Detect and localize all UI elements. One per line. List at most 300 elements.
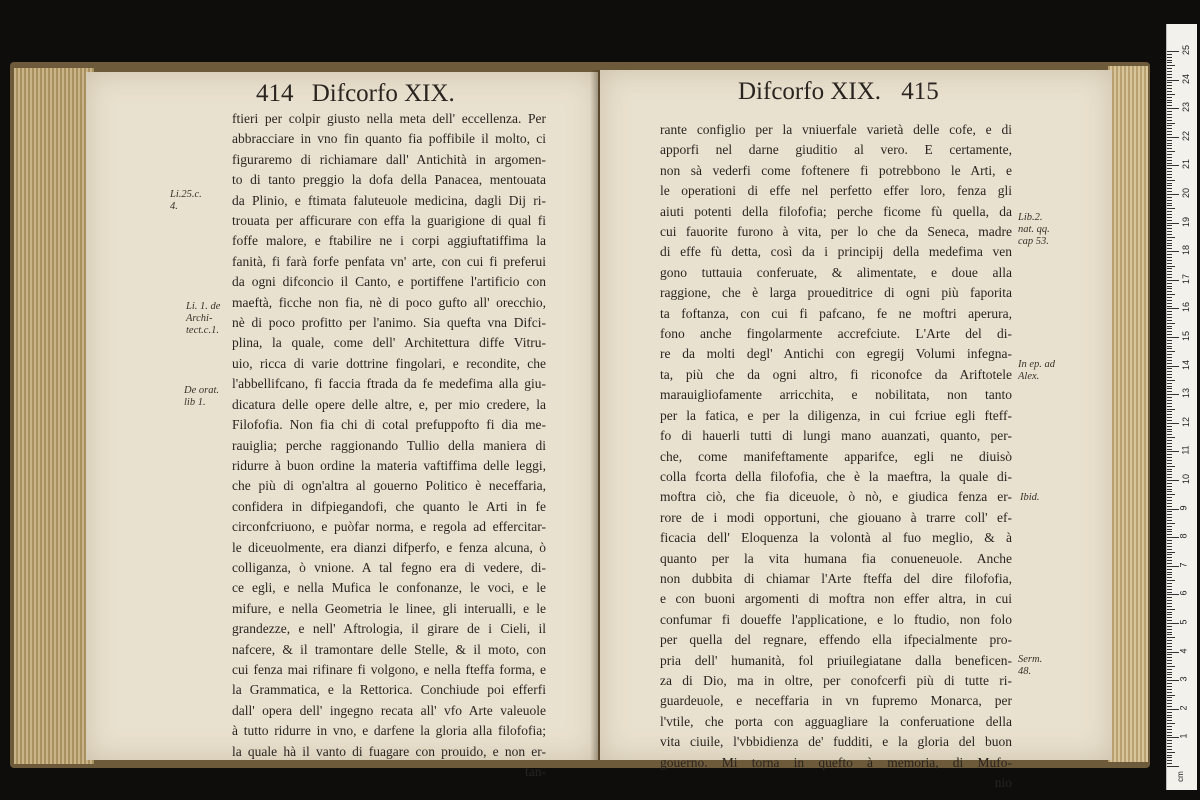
ruler-tick [1167,689,1172,690]
text-line: le diceuolmente, era dianzi difperfo, e fenza alcuna, ò [232,539,546,555]
ruler-tick [1167,351,1175,352]
ruler-tick [1167,320,1172,321]
text-line: che, come manifeftamente apparifce, egli ne diuisò [660,448,1012,464]
text-line: Filofofia. Non fia chi di cotal prefuppofto fi dia me- [232,417,546,433]
text-line: l'abbellifcano, fi faccia ftrada da fe medefima alla giu- [232,376,546,392]
ruler-tick [1167,480,1179,481]
ruler-tick [1167,62,1172,63]
text-line: fono anche fingolarmente accrefciute. L'Arte del di- [660,326,1012,342]
text-line: colliganza, ò vnione. A tal fegno era di vedere, di- [232,559,546,575]
ruler-tick [1167,374,1172,375]
ruler-tick [1167,709,1179,710]
ruler-tick [1167,391,1172,392]
ruler-tick [1167,612,1172,613]
ruler-tick [1167,346,1172,347]
right-margin-note: Serm. 48. [1018,654,1043,677]
ruler-tick [1167,68,1172,69]
ruler-tick [1167,657,1172,658]
ruler-label: 13 [1181,388,1192,399]
text-line: l'vtile, che porta con agguagliare la conferuatione della [660,713,1012,729]
ruler-tick [1167,143,1172,144]
ruler-tick [1167,177,1172,178]
ruler-tick [1167,105,1172,106]
ruler-label: 21 [1181,159,1192,170]
ruler-tick [1167,168,1172,169]
ruler-tick [1167,720,1172,721]
ruler-tick [1167,509,1179,510]
text-line: colla fcorta della filofofia, che è la maeftra, la quale di- [660,468,1012,484]
ruler-tick [1167,746,1172,747]
ruler-tick [1167,317,1172,318]
ruler-tick [1167,82,1172,83]
ruler-tick [1167,57,1172,58]
ruler-tick [1167,717,1172,718]
text-line: foffe malore, e ftabilire ne i corpi aggiuftatiffima la [232,233,546,249]
ruler-tick [1167,680,1179,681]
ruler-tick [1167,240,1172,241]
ruler-tick [1167,120,1172,121]
right-running-head: Difcorfo XIX. [738,78,882,105]
ruler-tick [1167,743,1172,744]
ruler-tick [1167,100,1172,101]
text-line: da ogni difconcio il Canto, e portiffene l'artificio con [232,274,546,290]
ruler-tick [1167,620,1172,621]
ruler-tick [1167,54,1172,55]
ruler-tick [1167,420,1172,421]
ruler-label: 1 [1178,733,1189,739]
ruler-tick [1167,248,1172,249]
right-page-header [738,78,939,106]
text-line: fo di hauerli tutti di lungi mano auanzati, quanto, per- [660,428,1012,444]
text-line: pria dell' humanità, fol priuilegiatane dalla beneficen- [660,652,1012,668]
ruler-tick [1167,497,1172,498]
ruler-tick [1167,569,1172,570]
text-line: plina, la quale, come dell' Architettura diffe Vitru- [232,335,546,351]
text-line: rore de i modi opportuni, che giouano à trarre coll' ef- [660,509,1012,525]
text-line: trouata per afficurare con effa la guarigione di qual fi [232,213,546,229]
ruler-tick [1167,203,1172,204]
text-line: non sà vederfi come foftenere fi potrebbono le Arti, e [660,162,1012,178]
text-line: gouerno. Mi torna in quefto à memoria, di Mufo- [660,754,1012,770]
ruler-tick [1167,457,1172,458]
ruler-tick [1167,300,1172,301]
ruler-tick [1167,666,1175,667]
text-line: rante configlio per la vniuerfale varietà delle cofe, e di [660,122,1012,137]
ruler-label: 9 [1178,505,1189,511]
ruler-tick [1167,283,1172,284]
ruler-tick [1167,683,1172,684]
ruler-tick [1167,323,1175,324]
ruler-tick [1167,646,1172,647]
ruler-tick [1167,537,1179,538]
ruler-tick [1167,148,1172,149]
ruler-tick [1167,451,1179,452]
ruler-tick [1167,217,1172,218]
ruler-tick [1167,603,1172,604]
ruler-tick [1167,411,1172,412]
ruler-tick [1167,65,1175,66]
ruler-tick [1167,328,1172,329]
left-page-header [256,80,455,108]
ruler-tick [1167,617,1172,618]
ruler-tick [1167,643,1172,644]
ruler-tick [1167,474,1172,475]
ruler-tick [1167,306,1172,307]
ruler-tick [1167,337,1179,338]
ruler-tick [1167,400,1172,401]
ruler-tick [1167,414,1172,415]
ruler-tick [1167,128,1172,129]
ruler-tick [1167,543,1172,544]
ruler-tick [1167,123,1175,124]
ruler-tick [1167,626,1172,627]
text-line: ridurre à buon ordine la materia vaftiffima delle leggi, [232,457,546,473]
ruler-tick [1167,760,1172,761]
ruler-tick [1167,234,1172,235]
ruler-tick [1167,386,1172,387]
ruler-tick [1167,566,1179,567]
text-line: la Grammatica, e la Rettorica. Conchiude poi efferfi [232,682,546,698]
ruler-tick [1167,560,1172,561]
ruler-tick [1167,600,1172,601]
ruler-tick [1167,183,1172,184]
ruler-tick [1167,125,1172,126]
text-line: e con buoni argomenti di moftra non effer altra, in cui [660,591,1012,607]
ruler-label: 5 [1178,619,1189,625]
ruler-tick [1167,609,1175,610]
ruler-tick [1167,326,1172,327]
left-margin-note: De orat. lib 1. [184,385,219,408]
ruler-tick [1167,514,1172,515]
ruler-tick [1167,629,1172,630]
ruler-tick [1167,540,1172,541]
ruler-tick [1167,469,1172,470]
left-page-edges [14,68,94,764]
ruler-tick [1167,526,1172,527]
right-margin-note: Ibid. [1020,492,1040,503]
ruler-tick [1167,423,1179,424]
right-page [600,70,1112,790]
text-line: aiuti potenti della filofofia; perche ficome fù quella, da [660,203,1012,219]
text-line: ta, più che da ogni altro, fi riconofce da Ariftotele [660,366,1012,382]
left-margin-note: Li. 1. de Archi- tect.c.1. [186,301,221,336]
ruler-tick [1167,257,1172,258]
ruler-tick [1167,729,1172,730]
right-margin-note: In ep. ad Alex. [1018,359,1056,382]
ruler-tick [1167,274,1172,275]
ruler-tick [1167,286,1172,287]
ruler-tick [1167,165,1179,166]
text-line: confidera in difpiegandofi, che quanto le Arti in fe [232,498,546,514]
ruler-tick [1167,394,1179,395]
ruler-tick [1167,88,1172,89]
text-line: da Plinio, e ftimata faluteuole medicina, dagli Dij ri- [232,192,546,208]
ruler-tick [1167,597,1172,598]
ruler-tick [1167,225,1172,226]
text-line: uio, ricca di varie dottrine fingolari, e recondite, che [232,355,546,371]
text-line: gono tuttauia conferuate, & alimentate, e doue alla [660,264,1012,280]
ruler-tick [1167,291,1172,292]
text-line: vita ciuile, l'vbbidienza de' fudditi, e la gloria del buon [660,734,1012,750]
ruler-tick [1167,114,1172,115]
ruler-tick [1167,471,1172,472]
ruler-tick [1167,140,1172,141]
ruler-label: 8 [1178,533,1189,539]
ruler-tick [1167,674,1172,675]
ruler-label: 14 [1181,359,1192,370]
ruler-tick [1167,700,1172,701]
text-line: ficacia dell' Eloquenza la volontà al fuo meglio, & à [660,530,1012,546]
ruler-label: 18 [1181,245,1192,256]
ruler-tick [1167,231,1172,232]
ruler-tick [1167,623,1179,624]
ruler-tick [1167,552,1175,553]
text-line: dall' opera dell' ingegno recata all' vfo Arte valeuole [232,702,546,718]
ruler-tick [1167,368,1172,369]
ruler-tick [1167,503,1172,504]
ruler-tick [1167,334,1172,335]
ruler-tick [1167,446,1172,447]
ruler-tick [1167,634,1172,635]
ruler-tick [1167,137,1179,138]
ruler-tick [1167,237,1175,238]
text-line: abbracciare in vno fin quanto fia poffibile il molto, ci [232,131,546,147]
ruler-tick [1167,506,1172,507]
ruler-tick [1167,348,1172,349]
ruler-tick [1167,388,1172,389]
ruler-tick [1167,74,1172,75]
ruler-label: 3 [1178,676,1189,682]
ruler-label: 15 [1181,330,1192,342]
ruler-tick [1167,360,1172,361]
text-line: confumar fi doueffe l'applicatione, e lo ftudio, non folo [660,611,1012,627]
ruler-tick [1167,477,1172,478]
ruler-tick [1167,134,1172,135]
text-line: circonfcriuono, e puòfar norma, e regola ad effercitar- [232,519,546,535]
text-line: per quella del regnare, effendo ella ifpecialmente pro- [660,632,1012,648]
ruler-label: 20 [1181,187,1192,199]
ruler-tick [1167,111,1172,112]
ruler-tick [1167,340,1172,341]
ruler-tick [1167,589,1172,590]
catchword: tan- [525,764,546,779]
ruler-tick [1167,614,1172,615]
ruler-tick [1167,520,1172,521]
text-line: le operationi di effe nel perfetto effer loro, fenza gli [660,183,1012,199]
ruler-tick [1167,583,1172,584]
text-line: rauiglia; perche raggionando Tullio della maniera di [232,437,546,453]
ruler-tick [1167,268,1172,269]
ruler-tick [1167,752,1175,753]
ruler-tick [1167,706,1172,707]
ruler-tick [1167,91,1172,92]
ruler-tick [1167,431,1172,432]
right-page-body [660,120,1012,793]
ruler-tick [1167,171,1172,172]
left-page-number: 414 [256,80,294,107]
text-line: ta foftanza, con cui fi pafcano, fe ne moftri aperura, [660,305,1012,321]
text-line: cui fenza mai rifinare fi volgono, e nella fteffa forma, e [232,661,546,677]
ruler-tick [1167,580,1175,581]
text-line: quanto per la vita humana fia conueneuole. Anche [660,550,1012,566]
text-line: maeftà, ficche non fia, nè di poco gufto all' orecchio, [232,294,546,310]
ruler-tick [1167,755,1172,756]
ruler-tick [1167,500,1172,501]
ruler-tick [1167,577,1172,578]
ruler-label: 12 [1181,416,1192,427]
ruler-tick [1167,174,1172,175]
ruler-tick [1167,660,1172,661]
ruler-tick [1167,85,1172,86]
ruler-tick [1167,417,1172,418]
ruler-tick [1167,154,1172,155]
text-line: re da molti degl' Antichi con egregij Volumi infegna- [660,346,1012,362]
ruler-tick [1167,245,1172,246]
ruler-tick [1167,491,1172,492]
ruler-tick [1167,672,1172,673]
catchword: nio [994,775,1012,790]
ruler-tick [1167,303,1172,304]
ruler-tick [1167,151,1175,152]
ruler-tick [1167,517,1172,518]
ruler-tick [1167,434,1172,435]
ruler-tick [1167,563,1172,564]
text-line: à tutto ridurre in vno, e darfene la gloria alla filofofia; [232,723,546,739]
ruler-tick [1167,586,1172,587]
ruler-tick [1167,403,1172,404]
ruler-tick [1167,511,1172,512]
ruler-tick [1167,695,1175,696]
ruler-tick [1167,737,1179,738]
ruler-tick [1167,254,1172,255]
ruler-tick [1167,557,1172,558]
ruler-tick [1167,343,1172,344]
ruler-tick [1167,108,1179,109]
ruler-label: 6 [1178,590,1189,596]
ruler-tick [1167,740,1172,741]
ruler-tick [1167,669,1172,670]
ruler-tick [1167,160,1172,161]
text-line: marauigliofamente arricchita, e nobilitata, non tanto [660,387,1012,403]
ruler-tick [1167,732,1172,733]
ruler-label: 4 [1178,648,1189,654]
ruler-tick [1167,554,1172,555]
ruler-tick [1167,266,1175,267]
ruler-tick [1167,102,1172,103]
ruler-tick [1167,377,1172,378]
ruler-tick [1167,294,1175,295]
text-line: cui fauorite furono à vita, per lo che da Seneca, madre [660,224,1012,240]
ruler-tick [1167,663,1172,664]
ruler-tick [1167,494,1175,495]
ruler-tick [1167,51,1179,52]
ruler-tick [1167,449,1172,450]
ruler-tick [1167,574,1172,575]
ruler-tick [1167,214,1172,215]
ruler-tick [1167,357,1172,358]
ruler-label: 23 [1181,102,1192,113]
ruler-tick [1167,297,1172,298]
ruler-tick [1167,200,1172,201]
ruler-label: 11 [1180,445,1191,456]
ruler-tick [1167,463,1172,464]
ruler-tick [1167,466,1175,467]
ruler-tick [1167,220,1172,221]
ruler-tick [1167,205,1172,206]
ruler-label: 22 [1181,130,1192,141]
ruler-tick [1167,406,1172,407]
ruler-tick [1167,185,1172,186]
ruler-tick [1167,223,1179,224]
ruler-tick [1167,331,1172,332]
ruler-tick [1167,489,1172,490]
text-line: che più di ogn'altra al gouerno Politico è neceffaria, [232,478,546,494]
ruler-tick [1167,383,1172,384]
ruler-tick [1167,592,1172,593]
ruler-tick [1167,228,1172,229]
ruler-unit-label: cm [1175,771,1185,782]
ruler-tick [1167,697,1172,698]
ruler-tick [1167,371,1172,372]
ruler-tick [1167,529,1172,530]
text-line: dicatura delle opere delle altre, e, per mio credere, la [232,396,546,412]
left-running-head: Difcorfo XIX. [311,80,455,107]
ruler-tick [1167,260,1172,261]
ruler-tick [1167,546,1172,547]
ruler-tick [1167,652,1179,653]
ruler-tick [1167,523,1175,524]
text-line: grandezze, e nell' Aftrologia, il girare de i Cieli, il [232,621,546,637]
ruler-tick [1167,763,1172,764]
ruler-tick [1167,263,1172,264]
ruler-tick [1167,460,1172,461]
ruler-tick [1167,703,1172,704]
ruler-label: 2 [1178,705,1189,711]
left-margin-note: Li.25.c. 4. [170,189,202,212]
text-line: per la fatica, e per la diligenza, in cui fcriue egli fteff- [660,407,1012,423]
ruler-label: 17 [1181,273,1192,284]
ruler-tick [1167,311,1172,312]
ruler-tick [1167,531,1172,532]
ruler-tick [1167,243,1172,244]
ruler-tick [1167,366,1179,367]
text-line: apporfi nel darne giuditio al vero. E certamente, [660,142,1012,158]
ruler-tick [1167,188,1172,189]
ruler-tick [1167,649,1172,650]
ruler-tick [1167,288,1172,289]
ruler-tick [1167,715,1172,716]
ruler-tick [1167,549,1172,550]
ruler-tick [1167,686,1172,687]
ruler-tick [1167,363,1172,364]
ruler-tick [1167,94,1175,95]
ruler-tick [1167,429,1172,430]
ruler-tick [1167,692,1172,693]
ruler-tick [1167,397,1172,398]
ruler-tick [1167,180,1175,181]
ruler-tick [1167,354,1172,355]
ruler-tick [1167,409,1175,410]
text-line: mifure, e nella Geometria le linee, gli interualli, e le [232,600,546,616]
ruler-label: 16 [1181,302,1192,313]
text-line: di effe fù detta, così da i principij della medefima ven [660,244,1012,260]
ruler-tick [1167,483,1172,484]
ruler-tick [1167,440,1172,441]
ruler-tick [1167,163,1172,164]
left-page-body [232,109,546,782]
right-page-edges [1108,66,1148,762]
ruler-tick [1167,191,1172,192]
